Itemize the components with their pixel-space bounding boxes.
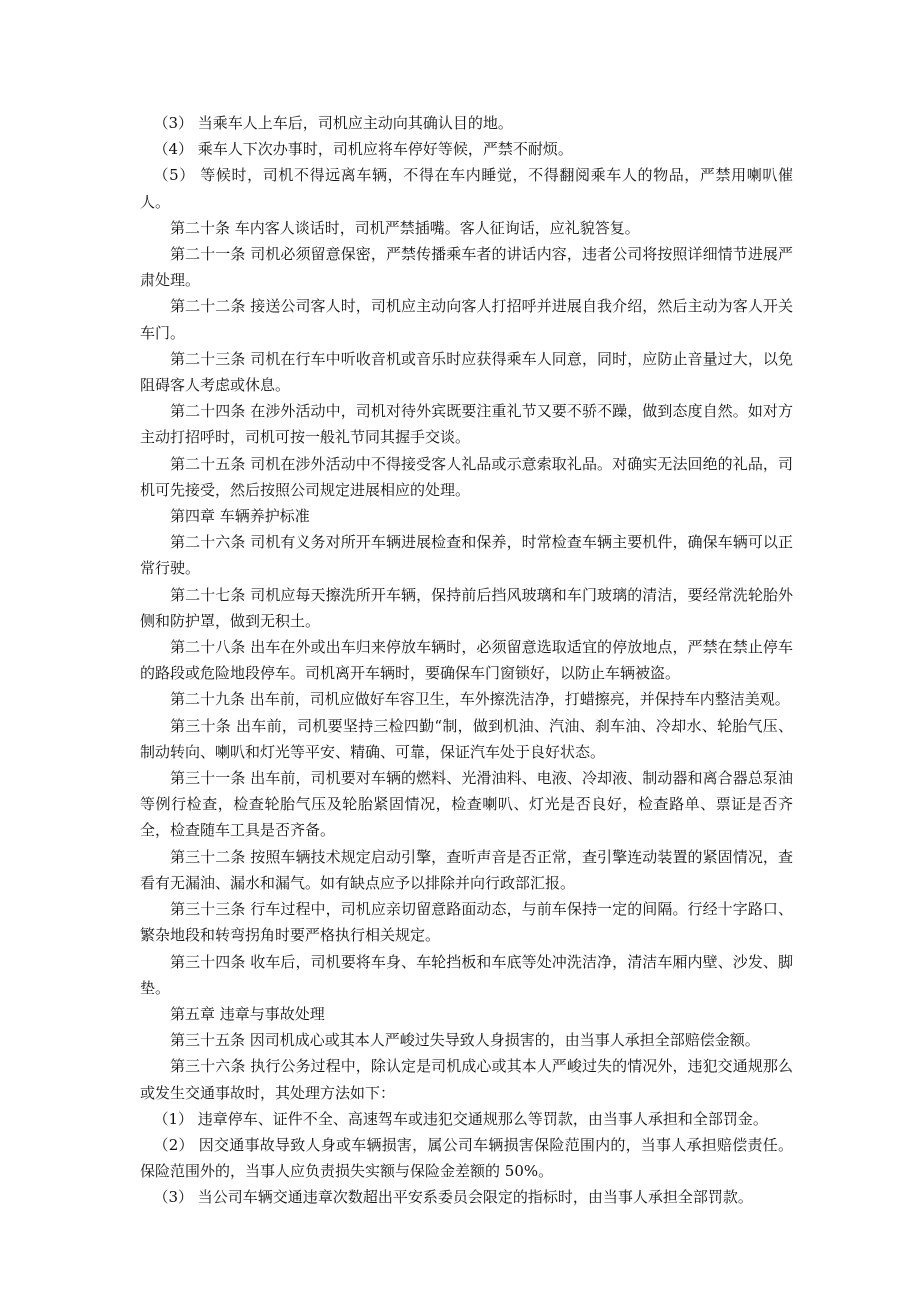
article-paragraph: 第二十二条 接送公司客人时，司机应主动向客人打招呼并进展自我介绍，然后主动为客人开关车门。 bbox=[140, 297, 793, 342]
article-paragraph: 第二十三条 司机在行车中听收音机或音乐时应获得乘车人同意，同时，应防止音量过大，以免阻碍客人考虑或休息。 bbox=[140, 349, 793, 395]
article-paragraph: 第三十三条 行车过程中，司机应亲切留意路面动态，与前车保持一定的间隔。行经十字路口、繁杂地段和转弯拐角时要严格执行相关规定。 bbox=[140, 900, 793, 945]
list-item: （4） 乘车人下次办事时，司机应将车停好等候，严禁不耐烦。 bbox=[153, 140, 573, 159]
article-paragraph: 第三十六条 执行公务过程中，除认定是司机成心或其本人严峻过失的情况外，违犯交通规那么或发生交通事故时，其处理方法如下： bbox=[140, 1057, 793, 1102]
document-page bbox=[140, 110, 793, 1211]
chapter-heading: 第四章 车辆养护标准 bbox=[170, 507, 310, 526]
list-item: （2） 因交通事故导致人身或车辆损害，属公司车辆损害保险范围内的，当事人承担赔偿责任。保险范围外的，当事人应负责损失实额与保险金差额的 50%。 bbox=[140, 1135, 793, 1181]
article-paragraph: 第二十一条 司机必须留意保密，严禁传播乘车者的讲话内容，违者公司将按照详细情节进展严肃处理。 bbox=[140, 245, 793, 290]
article-paragraph: 第三十一条 出车前，司机要对车辆的燃料、光滑油料、电液、冷却液、制动器和离合器总泵油等例行检查，检查轮胎气压及轮胎紧固情况，检查喇叭、灯光是否良好，检查路单、票证是否齐全，检查随车工具是否齐备。 bbox=[140, 769, 793, 840]
article-paragraph: 第二十条 车内客人谈话时，司机严禁插嘴。客人征询话，应礼貌答复。 bbox=[170, 218, 640, 237]
chapter-heading: 第五章 违章与事故处理 bbox=[170, 1004, 325, 1023]
article-paragraph: 第二十七条 司机应每天擦洗所开车辆，保持前后挡风玻璃和车门玻璃的清洁，要经常洗轮胎外侧和防护罩，做到无积土。 bbox=[140, 585, 793, 630]
article-paragraph: 第二十八条 出车在外或出车归来停放车辆时，必须留意选取适宜的停放地点，严禁在禁止停车的路段或危险地段停车。司机离开车辆时，要确保车门窗锁好，以防止车辆被盗。 bbox=[140, 638, 793, 683]
list-item: （5） 等候时，司机不得远离车辆，不得在车内睡觉，不得翻阅乘车人的物品，严禁用喇叭催人。 bbox=[140, 166, 793, 211]
article-paragraph: 第二十五条 司机在涉外活动中不得接受客人礼品或示意索取礼品。对确实无法回绝的礼品，司机可先接受，然后按照公司规定进展相应的处理。 bbox=[140, 454, 793, 499]
article-paragraph: 第三十二条 按照车辆技术规定启动引擎，查听声音是否正常，查引擎连动装置的紧固情况，查看有无漏油、漏水和漏气。如有缺点应予以排除并向行政部汇报。 bbox=[140, 847, 793, 892]
article-paragraph: 第二十九条 出车前，司机应做好车容卫生，车外擦洗洁净，打蜡擦亮，并保持车内整洁美观。 bbox=[170, 690, 790, 709]
list-item: （3） 当公司车辆交通违章次数超出平安系委员会限定的指标时，由当事人承担全部罚款。 bbox=[153, 1188, 753, 1207]
article-paragraph: 第二十四条 在涉外活动中，司机对待外宾既要注重礼节又要不骄不躁，做到态度自然。如对方主动打招呼时，司机可按一般礼节同其握手交谈。 bbox=[140, 402, 793, 447]
article-paragraph: 第三十四条 收车后，司机要将车身、车轮挡板和车底等处冲洗洁净，清洁车厢内壁、沙发、脚垫。 bbox=[140, 952, 793, 997]
list-item: （3） 当乘车人上车后，司机应主动向其确认目的地。 bbox=[153, 114, 513, 132]
article-paragraph: 第二十六条 司机有义务对所开车辆进展检查和保养，时常检查车辆主要机件，确保车辆可以正常行驶。 bbox=[140, 533, 793, 578]
list-item: （1） 违章停车、证件不全、高速驾车或违犯交通规那么等罚款，由当事人承担和全部罚金。 bbox=[153, 1109, 768, 1128]
article-paragraph: 第三十五条 因司机成心或其本人严峻过失导致人身损害的，由当事人承担全部赔偿金额。 bbox=[170, 1031, 760, 1050]
article-paragraph: 第三十条 出车前，司机要坚持三检四勤“制，做到机油、汽油、刹车油、冷却水、轮胎气压、制动转向、喇叭和灯光等平安、精确、可靠，保证汽车处于良好状态。 bbox=[140, 716, 793, 761]
